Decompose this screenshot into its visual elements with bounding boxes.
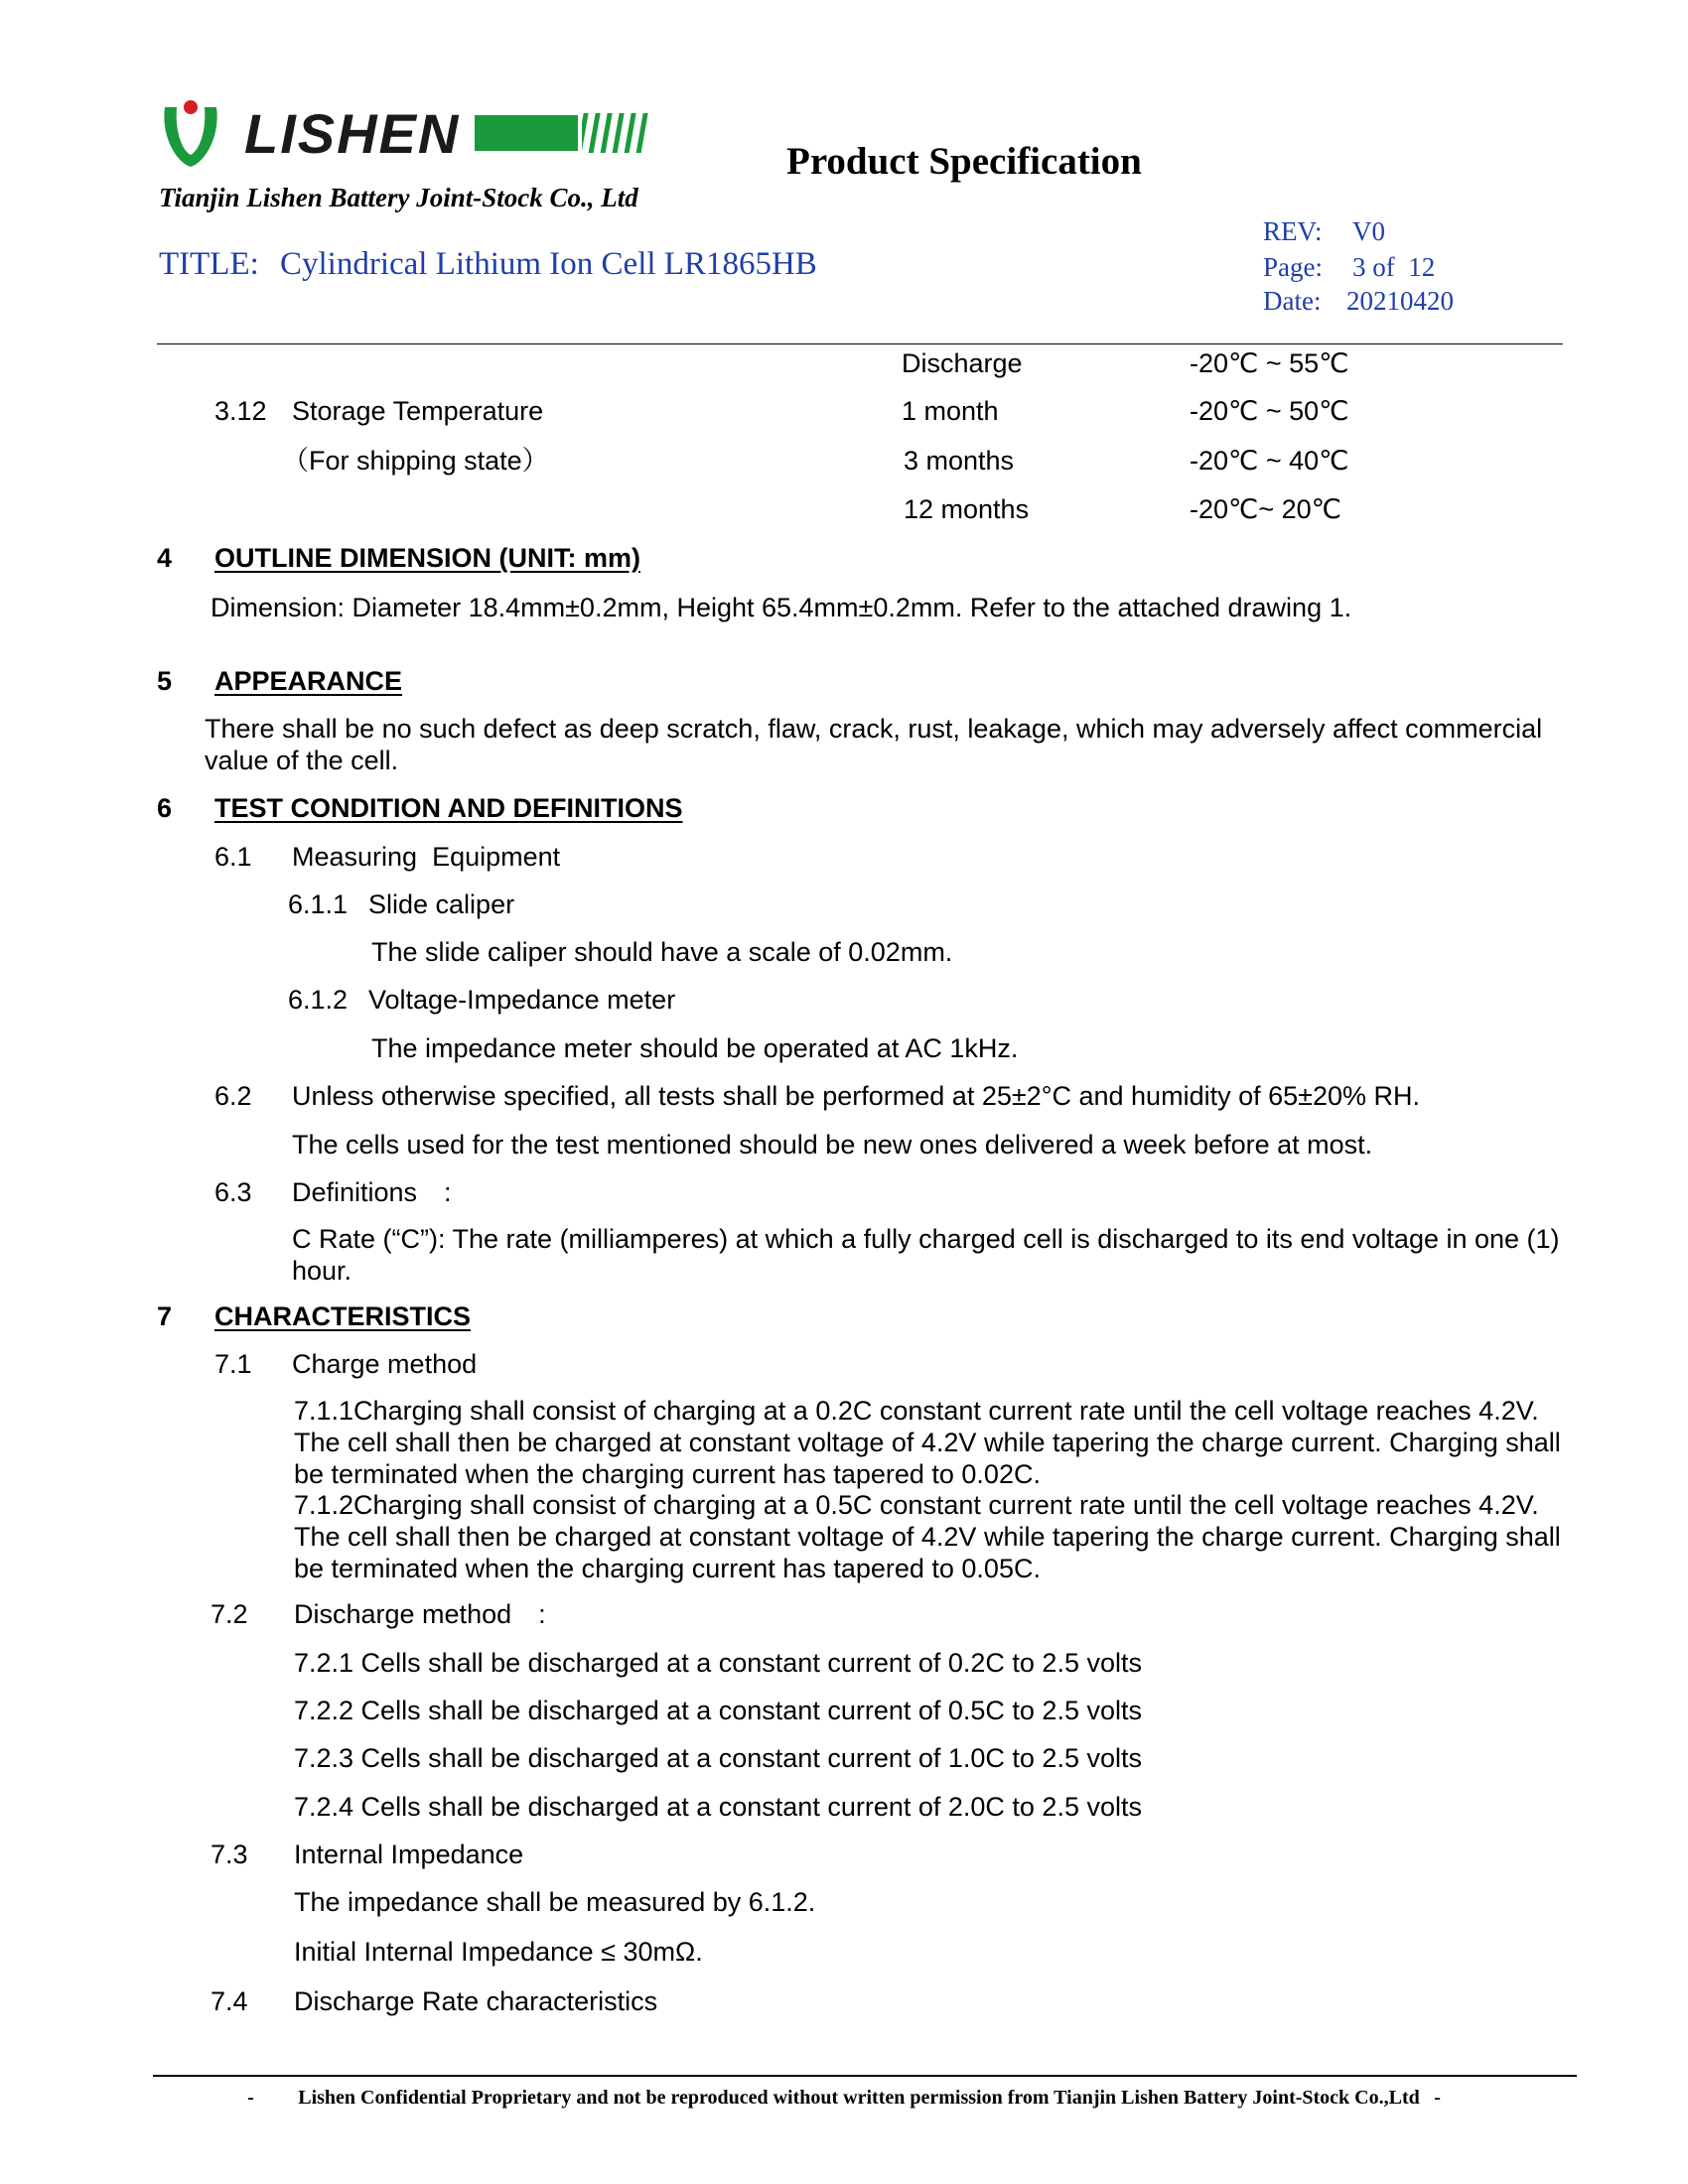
title-label: TITLE: [159, 246, 259, 282]
dimension-text: Dimension: Diameter 18.4mm±0.2mm, Height 65.4mm±0.2mm. Refer to the attached drawing 1. [211, 593, 1352, 622]
section-7-1-title: Charge method [292, 1349, 478, 1379]
storage-range: -20℃ ~ 50℃ [1190, 396, 1349, 426]
footer-divider [153, 2075, 1577, 2077]
section-7-1-number: 7.1 [214, 1349, 252, 1379]
section-7-3-text-1: The impedance shall be measured by 6.1.2. [294, 1887, 816, 1917]
lishen-leaf-icon [159, 97, 222, 169]
discharge-method-item: 7.2.1 Cells shall be discharged at a constant current of 0.2C to 2.5 volts [294, 1648, 1142, 1678]
section-7-3-title: Internal Impedance [294, 1840, 524, 1869]
section-7-2-title: Discharge method : [294, 1599, 546, 1629]
section-6-1-2-text: The impedance meter should be operated at AC 1kHz. [371, 1033, 1019, 1063]
storage-temperature-subtitle: （For shipping state） [282, 446, 549, 476]
page-label: Page: [1263, 252, 1323, 282]
section-7-2-number: 7.2 [211, 1599, 248, 1629]
discharge-method-item: 7.2.2 Cells shall be discharged at a constant current of 0.5C to 2.5 volts [294, 1696, 1142, 1725]
page-value: 3 of 12 [1352, 252, 1436, 282]
storage-range: -20℃~ 20℃ [1190, 494, 1341, 524]
section-6-number: 6 [157, 793, 173, 823]
section-7-4-title: Discharge Rate characteristics [294, 1986, 658, 2016]
section-6-2-number: 6.2 [214, 1081, 252, 1111]
rev-value: V0 [1352, 216, 1385, 246]
section-6-1-2-number: 6.1.2 [288, 985, 349, 1015]
section-6-3-number: 6.3 [214, 1177, 252, 1207]
section-6-1-1-text: The slide caliper should have a scale of 0.02mm. [371, 937, 953, 967]
discharge-method-item: 7.2.4 Cells shall be discharged at a constant current of 2.0C to 2.5 volts [294, 1792, 1142, 1822]
section-6-2-text-2: The cells used for the test mentioned should be new ones delivered a week before at most. [292, 1130, 1373, 1160]
section-7-3-text-2: Initial Internal Impedance ≤ 30mΩ. [294, 1937, 703, 1967]
footer-dash-left: - [247, 2087, 254, 2109]
footer-dash-right: - [1434, 2087, 1441, 2109]
discharge-range: -20℃ ~ 55℃ [1190, 348, 1349, 378]
section-6-1-number: 6.1 [214, 842, 252, 872]
section-4-heading: OUTLINE DIMENSION (UNIT: mm) [214, 543, 640, 573]
storage-period: 1 month [902, 396, 999, 426]
storage-period: 3 months [904, 446, 1015, 476]
appearance-text: There shall be no such defect as deep scratch, flaw, crack, rust, leakage, which may adversely affect commercial value of the cell. [205, 714, 1543, 775]
discharge-method-item: 7.2.3 Cells shall be discharged at a constant current of 1.0C to 2.5 volts [294, 1743, 1142, 1773]
section-3-12-number: 3.12 [214, 396, 267, 426]
section-6-heading: TEST CONDITION AND DEFINITIONS [214, 793, 683, 823]
section-7-3-number: 7.3 [211, 1840, 248, 1869]
charge-method-7-1-2: 7.1.2Charging shall consist of charging at a 0.5C constant current rate until the cell voltage reaches 4.2V. The cell shall then be charged at constant voltage of 4.2V while tapering the charge current. Charging shall be terminated when the charging current has tapered to 0.05C. [294, 1490, 1561, 1583]
rev-label: REV: [1263, 216, 1323, 246]
logo-green-bar [475, 115, 578, 151]
charge-method-7-1-1: 7.1.1Charging shall consist of charging at a 0.2C constant current rate until the cell voltage reaches 4.2V. The cell shall then be charged at constant voltage of 4.2V while tapering the charge current. Charging shall be terminated when the charging current has tapered to 0.02C. [294, 1396, 1561, 1489]
logo-stripes-icon [582, 111, 651, 155]
date-label: Date: [1263, 286, 1322, 316]
document-type: Product Specification [786, 140, 1142, 183]
section-6-3-title: Definitions : [292, 1177, 452, 1207]
section-6-1-title: Measuring Equipment [292, 842, 561, 872]
section-5-number: 5 [157, 666, 173, 696]
section-4-number: 4 [157, 543, 173, 573]
discharge-label: Discharge [902, 348, 1023, 378]
section-6-2-text-1: Unless otherwise specified, all tests shall be performed at 25±2°C and humidity of 65±20% RH. [292, 1081, 1420, 1111]
c-rate-definition: C Rate (“C”): The rate (milliamperes) at which a fully charged cell is discharged to its end voltage in one (1) hour. [292, 1224, 1560, 1286]
company-logo [159, 97, 645, 169]
company-name: Tianjin Lishen Battery Joint-Stock Co., Ltd [159, 183, 638, 212]
section-5-heading: APPEARANCE [214, 666, 403, 696]
storage-period: 12 months [904, 494, 1030, 524]
storage-temperature-title: Storage Temperature [292, 396, 544, 426]
section-7-heading: CHARACTERISTICS [214, 1301, 472, 1331]
logo-wordmark: LISHEN [244, 102, 461, 165]
section-6-1-2-title: Voltage-Impedance meter [368, 985, 676, 1015]
footer-text: Lishen Confidential Proprietary and not be reproduced without written permission from Tianjin Lishen Battery Joint-Stock Co.,Ltd [298, 2087, 1420, 2109]
section-7-number: 7 [157, 1301, 173, 1331]
section-7-4-number: 7.4 [211, 1986, 248, 2016]
section-6-1-1-number: 6.1.1 [288, 889, 349, 919]
section-6-1-1-title: Slide caliper [368, 889, 515, 919]
storage-range: -20℃ ~ 40℃ [1190, 446, 1349, 476]
date-value: 20210420 [1346, 286, 1454, 316]
header-divider [157, 343, 1563, 344]
title-value: Cylindrical Lithium Ion Cell LR1865HB [280, 246, 817, 282]
footer [0, 2087, 1688, 2110]
